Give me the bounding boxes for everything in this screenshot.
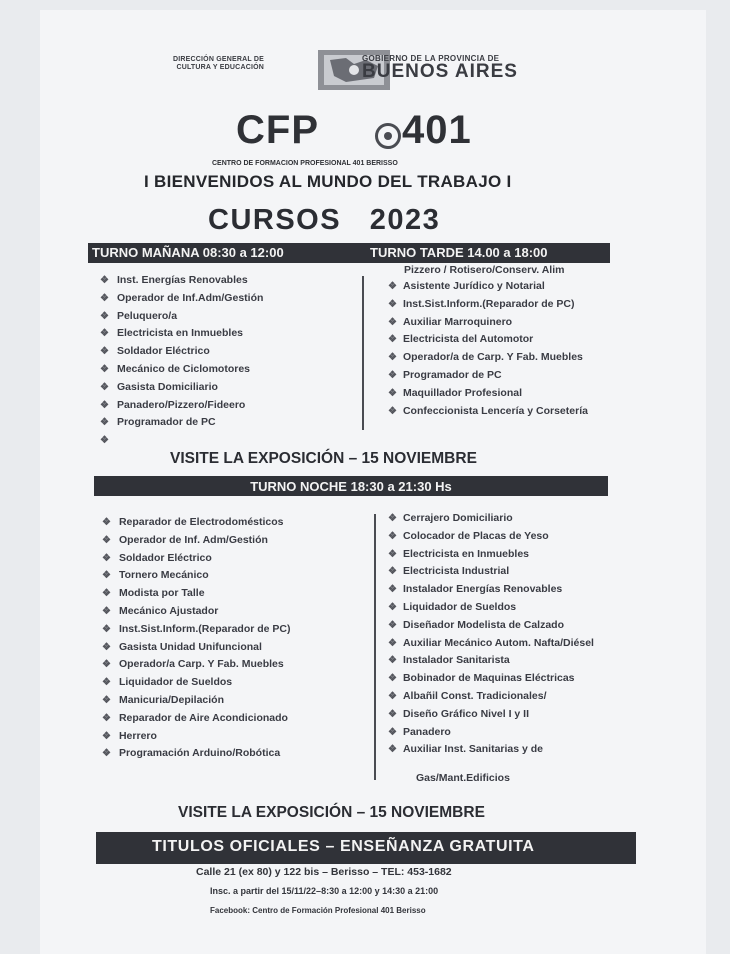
bullet-icon: ❖ bbox=[100, 399, 109, 411]
bullet-icon: ❖ bbox=[100, 292, 109, 304]
course-label: Reparador de Aire Acondicionado bbox=[118, 711, 288, 724]
course-item bbox=[388, 331, 588, 349]
bullet-icon: ❖ bbox=[100, 363, 109, 375]
course-item bbox=[100, 272, 263, 290]
course-item bbox=[100, 379, 263, 397]
bullet-icon: ❖ bbox=[100, 435, 109, 447]
right-org-big: BUENOS AIRES bbox=[362, 61, 518, 82]
bullet-icon: ❖ bbox=[102, 552, 111, 564]
cfp-left: CFP bbox=[236, 108, 319, 152]
course-item bbox=[102, 567, 291, 585]
course-label: Programación Arduino/Robótica bbox=[118, 747, 281, 760]
cursos-title: CURSOS 2023 bbox=[208, 204, 441, 236]
expo-heading-bottom: VISITE LA EXPOSICIÓN – 15 NOVIEMBRE bbox=[178, 804, 485, 821]
course-label: Operador/a Carp. Y Fab. Muebles bbox=[118, 658, 284, 671]
bullet-icon: ❖ bbox=[102, 694, 111, 706]
bullet-icon: ❖ bbox=[102, 623, 111, 635]
course-label: Modista por Talle bbox=[118, 587, 205, 600]
course-label: Mecánico de Ciclomotores bbox=[116, 362, 251, 375]
course-label: Inst.Sist.Inform.(Reparador de PC) bbox=[118, 622, 291, 635]
bullet-icon: ❖ bbox=[388, 673, 397, 685]
course-item bbox=[388, 403, 588, 421]
turno-manana-label: TURNO MAÑANA 08:30 a 12:00 bbox=[92, 245, 284, 260]
footer-inscription: Insc. a partir del 15/11/22–8:30 a 12:00 y 14:30 a 21:00 bbox=[210, 886, 439, 896]
course-label: Asistente Jurídico y Notarial bbox=[402, 280, 545, 292]
course-item bbox=[102, 585, 291, 603]
welcome-heading: I BIENVENIDOS AL MUNDO DEL TRABAJO I bbox=[144, 172, 512, 191]
bullet-icon: ❖ bbox=[100, 381, 109, 393]
left-org-line2: CULTURA Y EDUCACIÓN bbox=[176, 64, 264, 71]
course-label: Auxiliar Mecánico Autom. Nafta/Diésel bbox=[402, 636, 594, 649]
turno-noche-label: TURNO NOCHE 18:30 a 21:30 Hs bbox=[250, 479, 452, 494]
column-divider-top bbox=[362, 276, 364, 430]
course-item bbox=[100, 361, 263, 379]
course-label: Electricista del Automotor bbox=[402, 333, 534, 346]
course-item bbox=[388, 546, 594, 564]
course-item bbox=[102, 745, 291, 763]
bullet-icon: ❖ bbox=[388, 637, 397, 649]
bullet-icon: ❖ bbox=[388, 548, 397, 560]
course-item bbox=[388, 278, 588, 296]
course-label: Diseñador Modelista de Calzado bbox=[402, 618, 565, 631]
course-item bbox=[388, 581, 594, 599]
bullet-icon: ❖ bbox=[102, 659, 111, 671]
bullet-icon: ❖ bbox=[102, 605, 111, 617]
left-org-text bbox=[126, 56, 264, 72]
right-org-small: GOBIERNO DE LA PROVINCIA DE bbox=[362, 54, 500, 63]
course-item bbox=[388, 652, 594, 670]
course-label: Electricista en Inmuebles bbox=[402, 547, 530, 560]
course-label: Peluquero/a bbox=[116, 309, 178, 322]
tarde-course-list bbox=[388, 278, 588, 420]
course-item bbox=[388, 563, 594, 581]
course-item bbox=[100, 397, 263, 415]
course-label: Programador de PC bbox=[116, 416, 216, 429]
course-item bbox=[102, 550, 291, 568]
course-label: Liquidador de Sueldos bbox=[402, 600, 517, 613]
course-label: Bobinador de Maquinas Eléctricas bbox=[402, 672, 575, 685]
course-item bbox=[102, 692, 291, 710]
course-item bbox=[388, 724, 594, 742]
course-item bbox=[102, 674, 291, 692]
course-item bbox=[102, 728, 291, 746]
course-item bbox=[100, 290, 263, 308]
noche-right-last-line: Gas/Mant.Edificios bbox=[416, 772, 510, 784]
course-label: Cerrajero Domiciliario bbox=[402, 512, 513, 524]
course-label: Instalador Sanitarista bbox=[402, 654, 510, 667]
course-item bbox=[102, 656, 291, 674]
course-item bbox=[102, 621, 291, 639]
course-item bbox=[388, 741, 594, 759]
bullet-icon: ❖ bbox=[100, 310, 109, 322]
course-label: Operador de Inf. Adm/Gestión bbox=[118, 533, 268, 546]
course-label: Gasista Unidad Unifuncional bbox=[118, 640, 262, 653]
course-label: Electricista en Inmuebles bbox=[116, 327, 244, 340]
bullet-icon: ❖ bbox=[100, 417, 109, 429]
course-label: Operador/a de Carp. Y Fab. Muebles bbox=[402, 351, 583, 364]
course-item bbox=[388, 688, 594, 706]
course-label: Tornero Mecánico bbox=[118, 569, 209, 582]
left-org-line1: DIRECCIÓN GENERAL DE bbox=[173, 56, 264, 63]
bullet-icon: ❖ bbox=[388, 619, 397, 631]
course-label: Electricista Industrial bbox=[402, 565, 510, 578]
bullet-icon: ❖ bbox=[388, 726, 397, 738]
bullet-icon: ❖ bbox=[102, 641, 111, 653]
noche-right-course-list bbox=[388, 510, 594, 759]
course-label: Manicuria/Depilación bbox=[118, 693, 224, 706]
course-label: Panadero bbox=[402, 725, 451, 738]
course-item bbox=[388, 510, 594, 528]
expo-heading-top: VISITE LA EXPOSICIÓN – 15 NOVIEMBRE bbox=[170, 450, 477, 467]
course-item bbox=[100, 432, 263, 450]
bullet-icon: ❖ bbox=[388, 655, 397, 667]
titulos-oficiales-banner bbox=[96, 832, 636, 864]
bullet-icon: ❖ bbox=[102, 730, 111, 742]
course-item bbox=[102, 710, 291, 728]
bullet-icon: ❖ bbox=[102, 677, 111, 689]
course-label: Soldador Eléctrico bbox=[118, 551, 212, 564]
course-item bbox=[388, 528, 594, 546]
course-item bbox=[100, 343, 263, 361]
course-label: Maquillador Profesional bbox=[402, 386, 522, 399]
course-label: Soldador Eléctrico bbox=[116, 345, 210, 358]
course-item bbox=[388, 385, 588, 403]
right-org-text bbox=[362, 54, 518, 83]
course-label: Colocador de Placas de Yeso bbox=[402, 529, 549, 542]
column-divider-bottom bbox=[374, 514, 376, 780]
bullet-icon: ❖ bbox=[388, 281, 397, 292]
course-item bbox=[388, 635, 594, 653]
cfp-gear-icon bbox=[375, 123, 401, 149]
course-item bbox=[388, 706, 594, 724]
course-item bbox=[102, 603, 291, 621]
course-label: Auxiliar Marroquinero bbox=[402, 315, 513, 328]
bullet-icon: ❖ bbox=[388, 744, 397, 756]
course-item bbox=[388, 314, 588, 332]
turno-tarde-label: TURNO TARDE 14.00 a 18:00 bbox=[370, 245, 548, 260]
flyer-sheet bbox=[40, 10, 706, 954]
course-label: Programador de PC bbox=[402, 368, 502, 381]
course-label: Herrero bbox=[118, 729, 157, 742]
course-label: Diseño Gráfico Nivel I y II bbox=[402, 707, 530, 720]
bullet-icon: ❖ bbox=[102, 748, 111, 760]
course-item bbox=[100, 325, 263, 343]
bullet-icon: ❖ bbox=[388, 405, 397, 417]
bullet-icon: ❖ bbox=[388, 387, 397, 399]
noche-left-course-list bbox=[102, 514, 291, 763]
bullet-icon: ❖ bbox=[388, 584, 397, 596]
bullet-icon: ❖ bbox=[100, 275, 109, 286]
bullet-icon: ❖ bbox=[102, 712, 111, 724]
turno-manana-tarde-bar bbox=[88, 243, 610, 263]
footer-address: Calle 21 (ex 80) y 122 bis – Berisso – TEL: 453-1682 bbox=[196, 866, 452, 878]
bullet-icon: ❖ bbox=[102, 534, 111, 546]
course-item bbox=[388, 617, 594, 635]
bullet-icon: ❖ bbox=[388, 566, 397, 578]
bullet-icon: ❖ bbox=[388, 690, 397, 702]
course-item bbox=[388, 670, 594, 688]
course-label: Reparador de Electrodomésticos bbox=[118, 516, 284, 528]
bullet-icon: ❖ bbox=[100, 346, 109, 358]
bullet-icon: ❖ bbox=[102, 570, 111, 582]
manana-course-list bbox=[100, 272, 263, 450]
turno-noche-bar bbox=[94, 476, 608, 496]
course-label: Inst.Sist.Inform.(Reparador de PC) bbox=[402, 297, 575, 310]
center-subtitle: CENTRO DE FORMACION PROFESIONAL 401 BERISSO bbox=[212, 160, 398, 167]
course-item bbox=[102, 639, 291, 657]
course-label: Confeccionista Lencería y Corsetería bbox=[402, 404, 588, 417]
titulos-oficiales-label: TITULOS OFICIALES – ENSEÑANZA GRATUITA bbox=[152, 838, 535, 855]
course-label: Inst. Energías Renovables bbox=[116, 274, 248, 286]
footer-facebook: Facebook: Centro de Formación Profesional 401 Berisso bbox=[210, 906, 426, 915]
course-label: Auxiliar Inst. Sanitarias y de bbox=[402, 743, 544, 756]
bullet-icon: ❖ bbox=[388, 708, 397, 720]
bullet-icon: ❖ bbox=[388, 513, 397, 524]
course-item bbox=[100, 414, 263, 432]
course-item bbox=[102, 532, 291, 550]
cfp-right: 401 bbox=[402, 108, 472, 152]
bullet-icon: ❖ bbox=[388, 352, 397, 364]
course-item bbox=[100, 308, 263, 326]
course-label: Gasista Domiciliario bbox=[116, 380, 218, 393]
bullet-icon: ❖ bbox=[100, 328, 109, 340]
course-label: Operador de Inf.Adm/Gestión bbox=[116, 291, 264, 304]
bullet-icon: ❖ bbox=[388, 530, 397, 542]
bullet-icon: ❖ bbox=[388, 601, 397, 613]
course-item bbox=[102, 514, 291, 532]
course-label: Mecánico Ajustador bbox=[118, 604, 219, 617]
course-label: Albañil Const. Tradicionales/ bbox=[402, 689, 547, 702]
tarde-first-line: Pizzero / Rotisero/Conserv. Alim bbox=[404, 264, 565, 276]
bullet-icon: ❖ bbox=[388, 369, 397, 381]
bullet-icon: ❖ bbox=[388, 316, 397, 328]
course-label: Liquidador de Sueldos bbox=[118, 676, 233, 689]
bullet-icon: ❖ bbox=[388, 334, 397, 346]
course-label: Instalador Energías Renovables bbox=[402, 583, 563, 596]
course-item bbox=[388, 349, 588, 367]
course-item bbox=[388, 296, 588, 314]
bullet-icon: ❖ bbox=[388, 298, 397, 310]
course-item bbox=[388, 599, 594, 617]
course-item bbox=[388, 367, 588, 385]
course-label: Panadero/Pizzero/Fideero bbox=[116, 398, 246, 411]
bullet-icon: ❖ bbox=[102, 517, 111, 528]
bullet-icon: ❖ bbox=[102, 588, 111, 600]
